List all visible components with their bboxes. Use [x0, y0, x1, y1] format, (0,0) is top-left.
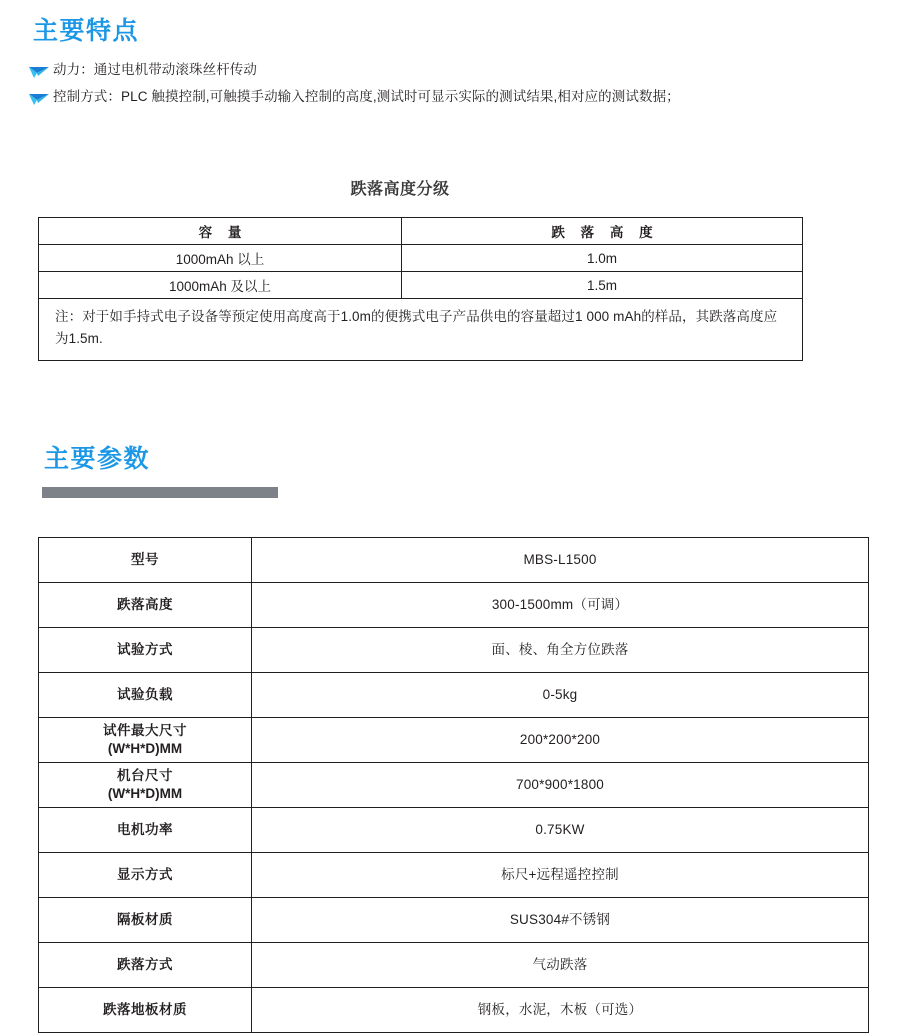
table-row — [39, 583, 869, 628]
parameter-value: 气动跌落 — [252, 943, 869, 988]
table-row — [39, 898, 869, 943]
column-header-drop-height: 跌 落 高 度 — [402, 218, 803, 245]
parameter-label: 跌落方式 — [39, 943, 252, 988]
grading-table-caption: 跌落高度分级 — [350, 181, 450, 198]
column-header-capacity: 容 量 — [39, 218, 402, 245]
parameter-label: 试验负载 — [39, 673, 252, 718]
table-row — [39, 628, 869, 673]
grading-table-note: 注：对于如手持式电子设备等预定使用高度高于1.0m的便携式电子产品供电的容量超过1 000 mAh的样品，其跌落高度应为1.5m. — [39, 299, 803, 361]
list-item — [28, 62, 878, 80]
arrow-bullet-icon — [28, 64, 50, 80]
table-note-row — [39, 299, 803, 361]
table-row — [39, 763, 869, 808]
cell-drop-height: 1.0m — [402, 245, 803, 272]
parameter-value: 标尺+远程遥控控制 — [252, 853, 869, 898]
parameter-label: 跌落地板材质 — [39, 988, 252, 1033]
parameter-value: 面、棱、角全方位跌落 — [252, 628, 869, 673]
parameter-value: 700*900*1800 — [252, 763, 869, 808]
table-header-row — [39, 218, 803, 245]
table-row — [39, 853, 869, 898]
parameter-label-main: 试件最大尺寸 — [103, 723, 187, 739]
parameter-label-sub: (W*H*D)MM — [107, 786, 183, 801]
parameter-value: 0-5kg — [252, 673, 869, 718]
features-heading: 主要特点 — [33, 17, 140, 45]
parameter-value: MBS-L1500 — [252, 538, 869, 583]
table-row — [39, 988, 869, 1033]
parameter-value: 300-1500mm（可调） — [252, 583, 869, 628]
table-row — [39, 943, 869, 988]
parameter-label: 隔板材质 — [39, 898, 252, 943]
table-row — [39, 718, 869, 763]
table-row — [39, 808, 869, 853]
cell-capacity: 1000mAh 以上 — [39, 245, 402, 272]
parameter-value: 200*200*200 — [252, 718, 869, 763]
parameter-value: SUS304#不锈钢 — [252, 898, 869, 943]
list-item-label: 控制方式：PLC 触摸控制,可触摸手动输入控制的高度,测试时可显示实际的测试结果,相对应的测试数据； — [53, 89, 680, 104]
table-row — [39, 245, 803, 272]
list-item-label: 动力：通过电机带动滚珠丝杆传动 — [53, 62, 257, 77]
list-item — [28, 89, 878, 107]
parameter-label-sub: (W*H*D)MM — [107, 741, 183, 756]
parameter-label: 型号 — [39, 538, 252, 583]
parameters-heading: 主要参数 — [44, 445, 151, 473]
main-parameters-table — [38, 537, 869, 1033]
heading-underline-bar — [42, 487, 278, 498]
parameter-label: 跌落高度 — [39, 583, 252, 628]
cell-capacity: 1000mAh 及以上 — [39, 272, 402, 299]
parameter-value: 钢板，水泥，木板（可选） — [252, 988, 869, 1033]
parameter-label: 显示方式 — [39, 853, 252, 898]
drop-height-grading-table — [38, 217, 803, 361]
parameter-label: 试验方式 — [39, 628, 252, 673]
parameter-label: 电机功率 — [39, 808, 252, 853]
arrow-bullet-icon — [28, 91, 50, 107]
parameter-value: 0.75KW — [252, 808, 869, 853]
features-bullet-list — [28, 62, 878, 116]
table-row — [39, 673, 869, 718]
parameter-label — [39, 718, 252, 763]
table-row — [39, 272, 803, 299]
table-row — [39, 538, 869, 583]
parameter-label-main: 机台尺寸 — [117, 768, 173, 784]
parameter-label — [39, 763, 252, 808]
cell-drop-height: 1.5m — [402, 272, 803, 299]
